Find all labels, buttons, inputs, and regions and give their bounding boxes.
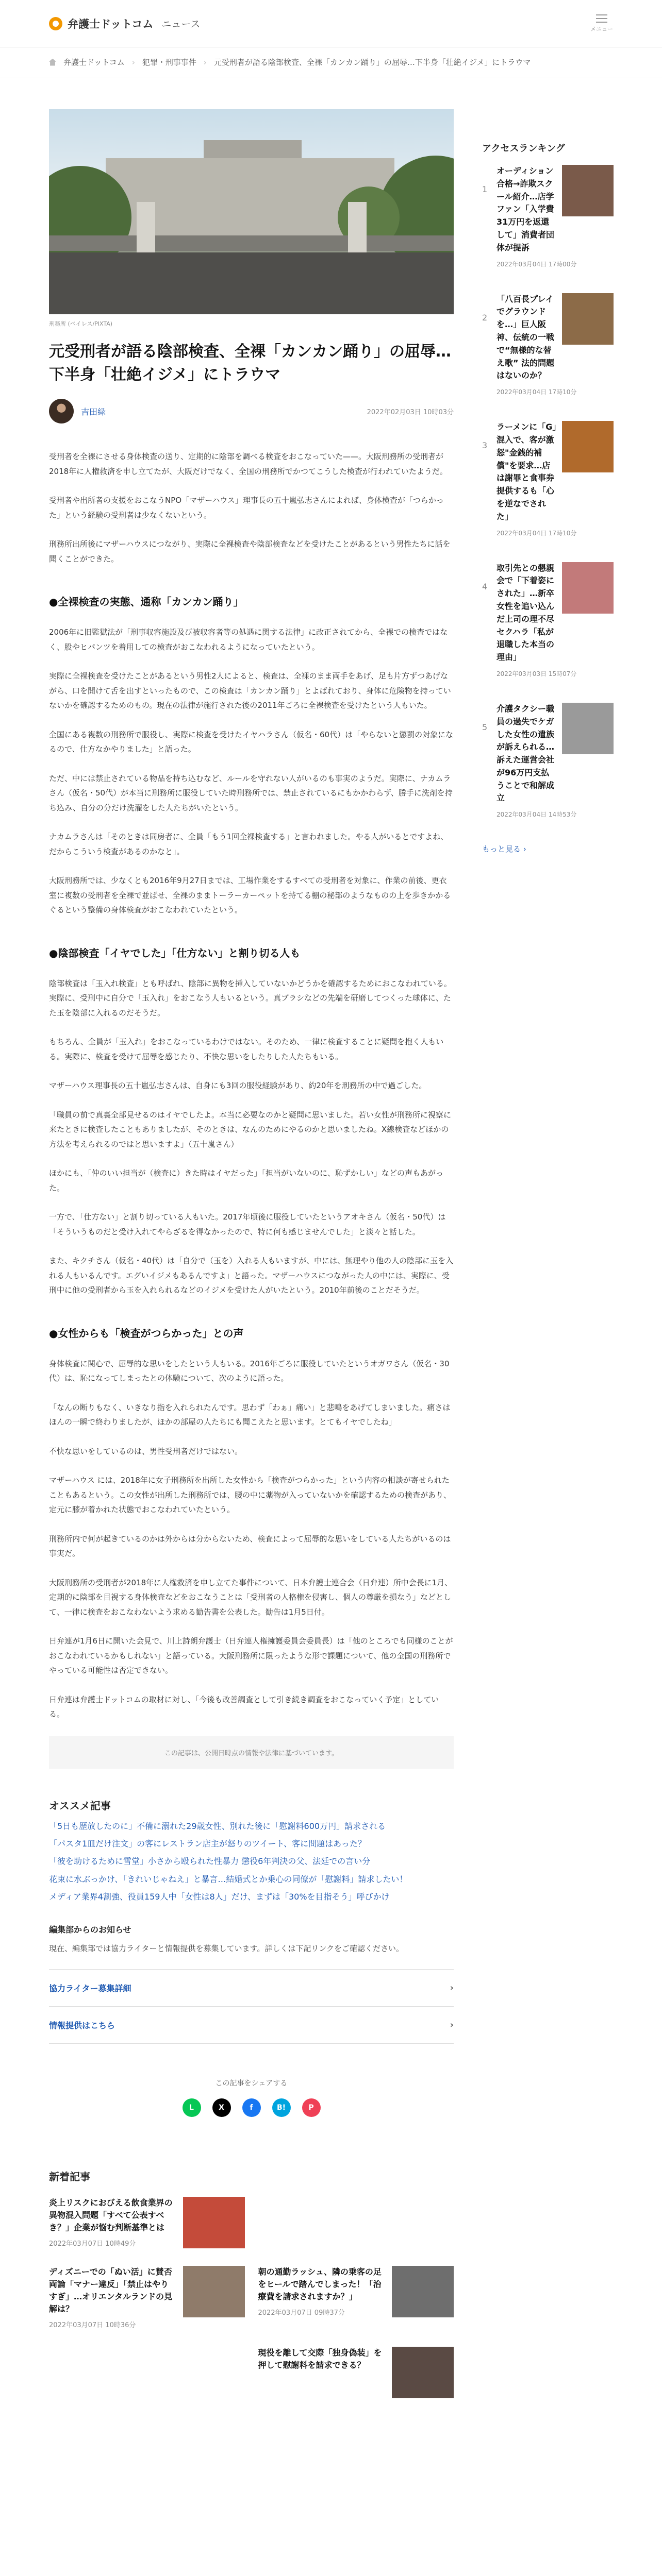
thumbnail: [562, 293, 614, 345]
list-item[interactable]: 炎上リスクにおびえる飲食業界の異物混入問題「すべて公表すべき？」企業が悩む判断基準とは 2022年03月07日 10時49分: [49, 2197, 245, 2248]
author-link[interactable]: [49, 399, 106, 423]
home-icon: [49, 59, 56, 66]
paragraph: もちろん、全員が「玉入れ」をおこなっているわけではない。そのため、一律に検査することに疑問を抱く人もいる。実際に、検査を受けて屈辱を感じたり、不快な思いをしたりした人たちもいる。: [49, 1037, 444, 1061]
thumbnail: [562, 421, 614, 472]
paragraph: 2006年に旧監獄法が「刑事収容施設及び被収容者等の処遇に関する法律」に改正されてから、全裸での検査ではなく、股やヒパンツを着用しての検査がおこなわれるようになっていたという。: [49, 628, 448, 652]
line-icon[interactable]: L: [183, 2098, 201, 2117]
paragraph: 全国にある複数の刑務所で服役し、実際に検査を受けたイヤハラさん（仮名・60代）は「やらないと懲罰の対象になるので、仕方なかやりました」と語った。: [49, 730, 454, 754]
article-title: 元受刑者が語る陰部検査、全裸「カンカン踊り」の屈辱…下半身「壮絶イジメ」にトラウマ: [49, 343, 451, 384]
list-item[interactable]: 「パスタ1皿だけ注文」の客にレストラン店主が怒りのツイート、客に問題はあった？: [49, 1838, 366, 1849]
chevron-right-icon: ›: [131, 57, 135, 67]
author-name: 吉田緑: [81, 406, 106, 417]
paragraph: 「職員の前で真裏全部見せるのはイヤでしたよ。本当に必要なのかと疑問に思いました。若い女性が刑務所に視察に来たときに検査したこともありましたが、そのときは、なんのためにやるのかと思いましたね。X線検査などほかの方法を考えられるのではと思いますよ」（五十嵐さん）: [49, 1110, 452, 1149]
editorial-text: 現在、編集部では協力ライターと情報提供を募集しています。詳しくは下記リンクをご確認ください。: [49, 1944, 404, 1954]
section-heading: ●全裸検査の実態、通称「カンカン踊り」: [49, 596, 244, 608]
paragraph: マザーハウス には、2018年に女子刑務所を出所した女性から「検査がつらかった」という内容の相談が寄せられたこともあるという。この女性が出所した刑務所では、腰の中に薬物が入っていないかを確認するための検査があり、定元に膝が着かれた状態でおこなわれていたという。: [49, 1476, 452, 1514]
paragraph: ほかにも、「仲のいい担当が（検査に）きた時はイヤだった」「担当がいないのに、恥ずかしい」などの声もあがった。: [49, 1168, 444, 1193]
section-heading: ●女性からも「検査がつらかった」との声: [49, 1327, 244, 1340]
article-main: [49, 109, 454, 2416]
site-name: 弁護士ドットコム: [68, 18, 154, 30]
list-item[interactable]: メディア業界4割強、役員159人中「女性は8人」だけ、まずは「30%を目指そう」呼びかけ: [49, 1892, 390, 1902]
paragraph: 不快な思いをしているのは、男性受刑者だけではない。: [49, 1446, 243, 1456]
breadcrumb-home[interactable]: 弁護士ドットコム: [63, 58, 125, 67]
ranking-item[interactable]: 1 オーディション合格→詐欺スクール紹介…店学ファン「入学費31万円を返還して」消費者団体が提訴 2022年03月04日 17時00分: [482, 165, 614, 268]
list-item[interactable]: 朝の通勤ラッシュ、隣の乗客の足をヒールで踏んでしまった！「治療費を請求されますか？」 2022年03月07日 09時37分: [258, 2266, 454, 2329]
breadcrumb-category[interactable]: 犯罪・刑事事件: [142, 58, 196, 67]
pocket-icon[interactable]: P: [302, 2098, 321, 2117]
tips-link[interactable]: 情報提供はこちら ›: [49, 2007, 454, 2044]
site-header: [0, 0, 662, 47]
facebook-icon[interactable]: f: [242, 2098, 261, 2117]
section-name: ニュース: [161, 19, 201, 30]
article-body: [49, 449, 454, 1722]
list-item[interactable]: ディズニーでの「ぬい活」に賛否両論「マナー違反」「禁止はやりすぎ」…オリエンタルランドの見解は？ 2022年03月07日 10時36分: [49, 2266, 245, 2329]
paragraph: 受刑者を全裸にさせる身体検査の送り、定期的に陰部を調べる検査をおこなっていた——。大阪刑務所の受刑者が2018年に人権救済を申し立てたが、大阪だけでなく、全国の刑務所でかつてこうした検査が行われていたようだ。: [49, 452, 448, 476]
paragraph: 実際に全裸検査を受けたことがあるという男性2人によると、検査は、全裸のまま両手をあげ、足も片方ずつあげながら、口を開けて舌を出すといったもので、この検査は「カンカン踊り」とよばれており、身体に危険物を持っていないかを確認するためのもの。現在の法律が施行された後の2011年ごろに全裸検査を受けたという人もいた。: [49, 671, 451, 710]
paragraph: 一方で、「仕方ない」と割り切っている人もいた。2017年頃後に服役していたというアオキさん（仮名・50代）は「そういうものだと受け入れてやらざるを得なかったので、特に何も感じませんでした」と淡々と話した。: [49, 1212, 446, 1236]
x-icon[interactable]: X: [212, 2098, 231, 2117]
thumbnail: [183, 2197, 245, 2248]
publish-date: 2022年02月03日 10時03分: [367, 408, 454, 416]
hatena-icon[interactable]: B!: [272, 2098, 291, 2117]
new-articles-title: 新着記事: [49, 2170, 90, 2183]
paragraph: ただ、中には禁止されている物品を持ち込むなど、ルールを守れない人がいるのも事実のようだ。実際に、ナカムラさん（仮名・50代）が本当に刑務所に服役していた時刑務所では、禁止されているにもかかわらず、勝手に洗剤を持ち込み、自分の分だけ洗濯をした人たちがいたという。: [49, 773, 453, 812]
recommended-list: [49, 1820, 454, 1904]
chevron-right-icon: ›: [450, 1982, 454, 1993]
byline: [49, 399, 454, 423]
share-icons: [49, 2098, 454, 2117]
ranking-item[interactable]: 5 介護タクシー職員の過失でケガした女性の遺族が訴えられる…訴えた運営会社が96万円支払うことで和解成立 2022年03月04日 14時53分: [482, 703, 614, 819]
ranking-item[interactable]: 2 「八百長プレイでグラウンドを…」巨人阪神、伝統の一戦で“無様的な替え歌” 法的問題はないのか？ 2022年03月04日 17時10分: [482, 293, 614, 397]
new-articles-list: [49, 2197, 454, 2416]
chevron-right-icon: ›: [203, 57, 207, 67]
ranking-more-link[interactable]: もっと見る ›: [482, 844, 526, 854]
paragraph: 刑務所内で何が起きているのかは外からは分からないため、検査によって屈辱的な思いをしている人たちがいるのは事実だ。: [49, 1534, 451, 1558]
thumbnail: [183, 2266, 245, 2317]
avatar: [49, 399, 74, 423]
chevron-right-icon: ›: [450, 2019, 454, 2030]
list-item[interactable]: 「5日も歴放したのに」不備に溺れた29歳女性、別れた後に「慰謝料600万円」請求される: [49, 1821, 386, 1831]
thumbnail: [392, 2266, 454, 2317]
list-item[interactable]: 「彼を助けるために雪堂」小さから殴られた性暴力 懲役6年判決の父、法廷での言い分: [49, 1856, 371, 1867]
thumbnail: [562, 703, 614, 754]
ranking-title: アクセスランキング: [482, 143, 565, 154]
paragraph: ナカムラさんは「そのときは同房者に、全員「もう1回全裸検査する」と言われました。やる人がいるとですよね、だからこういう検査があるのかなと」。: [49, 832, 449, 856]
editorial-notice: [49, 1923, 454, 1956]
paragraph: 受刑者や出所者の支援をおこなうNPO「マザーハウス」理事長の五十嵐弘志さんによれば、身体検査が「つらかった」という経験の受刑者は少なくないという。: [49, 496, 444, 520]
menu-button[interactable]: [590, 14, 613, 33]
chevron-right-icon: ›: [523, 844, 526, 854]
writer-recruit-link[interactable]: 協力ライター募集詳細 ›: [49, 1969, 454, 2007]
thumbnail: [562, 562, 614, 614]
list-item[interactable]: 花束に水ぶっかけ、「きれいじゃねえ」と暴言…結婚式とか乗心の同僚が「慰謝料」請求したい！: [49, 1874, 408, 1884]
paragraph: 大阪刑務所では、少なくとも2016年9月27日までは、工場作業をするすべての受刑者を対象に、作業の前後、更衣室に複数の受刑者を全裸で並ばせ、全裸のままトーラーカーペットを持てる棚の秘部のようなものの上を歩きかかるぐるという整備の身体検査がおこなわれていたという。: [49, 876, 451, 914]
info-links: [49, 1969, 454, 2044]
ranking-list: [482, 165, 614, 819]
paragraph: また、キクチさん（仮名・40代）は「自分で（玉を）入れる人もいますが、中には、無理やり他の人の陰部に玉を入れる人もいるんです。エグいイジメもあるんですよ」と語った。マザーハウスにつながった人の中には、実際に、受刑中に他の受刑者から玉を入れられるなどのイジメを受けた人がいたという。2010年前後のことだそうだ。: [49, 1256, 454, 1295]
editorial-title: 編集部からのお知らせ: [49, 1925, 131, 1935]
paragraph: 身体検査に関心で、屈辱的な思いをしたという人もいる。2016年ごろに服役していたというオガワさん（仮名・30代）は、恥になってしまったとの体験について、次のように語った。: [49, 1359, 450, 1383]
article-notice: この記事は、公開日時点の情報や法律に基づいています。: [49, 1736, 454, 1769]
section-heading: ●陰部検査「イヤでした」「仕方ない」と割り切る人も: [49, 946, 301, 959]
breadcrumb-current: 元受刑者が語る陰部検査、全裸「カンカン踊り」の屈辱…下半身「壮絶イジメ」にトラウマ: [213, 58, 531, 67]
paragraph: 大阪刑務所の受刑者が2018年に人権救済を申し立てた事件について、日本弁護士連合会（日弁連）所中会長に1月、定期的に陰部を目視する身体検査などをおこなうことは「受刑者の人格権を侵害し、個人の尊厳を損なう」などとして、一律に検査をおこなわないよう求める勧告書を公表した。勧告は1月5日付。: [49, 1578, 453, 1617]
hero-image: [49, 109, 454, 314]
ranking-item[interactable]: 3 ラーメンに「G」混入で、客が激怒"金銭的補償"を要求…店は謝罪と食事券提供するも「心を逆なでされた」 2022年03月04日 17時10分: [482, 421, 614, 537]
paragraph: 日弁連は弁護士ドットコムの取材に対し、「今後も改善調査として引き続き調査をおこなっていく予定」としている。: [49, 1694, 439, 1719]
paragraph: 刑務所出所後にマザーハウスにつながり、実際に全裸検査や陰部検査などを受けたことがあるという男性たちに話を聞くことができた。: [49, 539, 451, 564]
site-logo[interactable]: [49, 16, 200, 31]
paragraph: 陰部検査は「玉入れ検査」とも呼ばれ、陰部に異物を挿入していないかどうかを確認するためにおこなわれている。実際に、受刑中に自分で「玉入れ」をおこなう人もいるという。真ブラシなどの先端を研磨してつくった球体に、たた玉を陰部に入れるのだそうだ。: [49, 978, 452, 1018]
logo-icon: [49, 17, 62, 30]
paragraph: 「なんの断りもなく、いきなり指を入れられたんです。思わず「わぁ」痛い」と悲鳴をあげてしまいました。痛さはほんの一瞬で終わりましたが、ほかの部屋の人たちにも聞こえたと思います。とてもイヤでしたね」: [49, 1402, 451, 1427]
list-item[interactable]: 現役を離して交際「独身偽装」を押して慰謝料を請求できる？: [258, 2347, 454, 2398]
paragraph: マザーハウス理事長の五十嵐弘志さんは、自身にも3回の服役経験があり、約20年を刑務所の中で過ごした。: [49, 1081, 427, 1090]
ranking-item[interactable]: 4 取引先との懇親会で「下着姿にされた」…新卒女性を追い込んだ上司の理不尽セクハラ「私が退職した本当の理由」 2022年03月03日 15時07分: [482, 562, 614, 678]
hamburger-icon: [596, 14, 607, 23]
share-label: この記事をシェアする: [215, 2079, 288, 2088]
share-section: [49, 2078, 454, 2117]
breadcrumb: [0, 47, 662, 77]
thumbnail: [562, 165, 614, 216]
recommended-title: オススメ記事: [49, 1799, 111, 1812]
sidebar: [482, 109, 614, 854]
image-caption: 刑務所 (ペイレス/PIXTA): [49, 320, 113, 327]
thumbnail: [392, 2347, 454, 2398]
menu-label: メニュー: [590, 25, 613, 32]
paragraph: 日弁連が1月6日に開いた会見で、川上詩朗弁護士（日弁連人権擁護委員会委員長）は「他のところでも同様のことがおこなわれているかもしれない」と語っている。大阪刑務所に限ったような形で課題について、他の全国の刑務所でやっている可能性は否定できない。: [49, 1636, 453, 1675]
